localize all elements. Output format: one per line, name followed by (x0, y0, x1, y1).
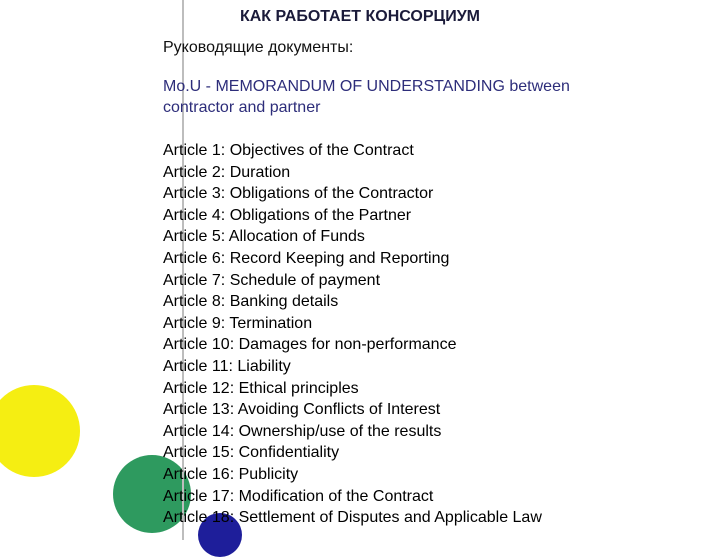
article-item: Article 4: Obligations of the Partner (163, 206, 412, 224)
article-item: Article 2: Duration (163, 163, 291, 181)
article-item: Article 5: Allocation of Funds (163, 228, 365, 246)
article-item: Article 6: Record Keeping and Reporting (163, 249, 450, 267)
article-item: Article 7: Schedule of payment (163, 271, 381, 289)
article-item: Article 3: Obligations of the Contractor (163, 185, 434, 203)
slide-title: КАК РАБОТАЕТ КОНСОРЦИУМ (239, 8, 480, 25)
yellow-circle-decoration (0, 385, 80, 477)
article-list (163, 140, 542, 529)
article-item: Article 8: Banking details (163, 293, 339, 311)
article-item: Article 14: Ownership/use of the results (163, 422, 442, 440)
article-item: Article 17: Modification of the Contract (163, 487, 434, 505)
mou-heading-line-2: contractor and partner (163, 99, 321, 116)
article-item: Article 16: Publicity (163, 465, 299, 483)
article-item: Article 1: Objectives of the Contract (163, 142, 414, 159)
article-item: Article 10: Damages for non-performance (163, 336, 457, 354)
article-item: Article 11: Liability (163, 357, 291, 375)
article-item: Article 13: Avoiding Conflicts of Interest (163, 401, 441, 419)
mou-heading-line-1: Mo.U - MEMORANDUM OF UNDERSTANDING between (163, 78, 570, 95)
article-item: Article 18: Settlement of Disputes and Applicable Law (163, 509, 542, 527)
article-item: Article 12: Ethical principles (163, 379, 359, 397)
article-item: Article 15: Confidentiality (163, 444, 340, 462)
slide-subtitle: Руководящие документы: (163, 39, 354, 56)
mou-heading (163, 76, 663, 118)
article-item: Article 9: Termination (163, 314, 313, 332)
